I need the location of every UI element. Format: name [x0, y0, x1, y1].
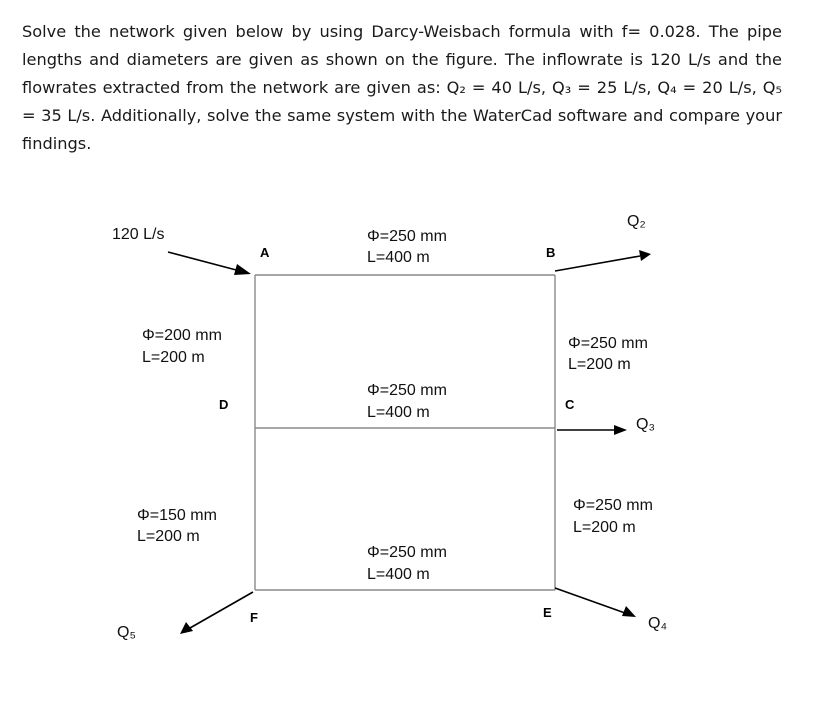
pipe-bc-length: L=200 m — [568, 356, 631, 373]
q3-label: Q₃ — [636, 416, 655, 433]
node-label-d: D — [219, 397, 229, 412]
pipe-ad-diameter: Φ=200 mm — [142, 327, 222, 344]
pipe-fe-diameter: Φ=250 mm — [367, 544, 447, 561]
inflow-arrow — [168, 252, 251, 275]
node-label-b: B — [546, 245, 556, 260]
q2-arrow — [555, 250, 651, 271]
pipe-df-diameter: Φ=150 mm — [137, 507, 217, 524]
pipe-bc-diameter: Φ=250 mm — [568, 335, 648, 352]
q2-label: Q₂ — [627, 213, 646, 230]
pipe-dc-length: L=400 m — [367, 404, 430, 421]
node-label-c: C — [565, 397, 575, 412]
pipe-dc-diameter: Φ=250 mm — [367, 382, 447, 399]
q5-arrow — [180, 592, 253, 634]
pipe-ab-diameter: Φ=250 mm — [367, 228, 447, 245]
node-label-e: E — [543, 605, 552, 620]
pipe-df-length: L=200 m — [137, 528, 200, 545]
pipe-ce-diameter: Φ=250 mm — [573, 497, 653, 514]
q5-label: Q₅ — [117, 624, 136, 641]
inflow-label: 120 L/s — [112, 226, 165, 243]
pipe-fe-length: L=400 m — [367, 566, 430, 583]
q4-label: Q₄ — [648, 615, 667, 632]
q3-arrow — [557, 425, 627, 435]
pipe-ad-length: L=200 m — [142, 349, 205, 366]
problem-statement: Solve the network given below by using Darcy-Weisbach formula with f= 0.028. The pipe lengths and diameters are given as shown on the figure. The inflowrate is 120 L/s and the flowrates extracted from the network are given as: Q₂ = 40 L/s, Q₃ = 25 L/s, Q₄ = 20 L/s, Q₅ = 35 L/s. Additionally, solve the same system with the WaterCad software and compare your findings. — [22, 22, 782, 153]
node-label-a: A — [260, 245, 270, 260]
pipe-ce-length: L=200 m — [573, 519, 636, 536]
q4-arrow — [555, 588, 636, 617]
pipe-ab-length: L=400 m — [367, 249, 430, 266]
node-label-f: F — [250, 610, 258, 625]
